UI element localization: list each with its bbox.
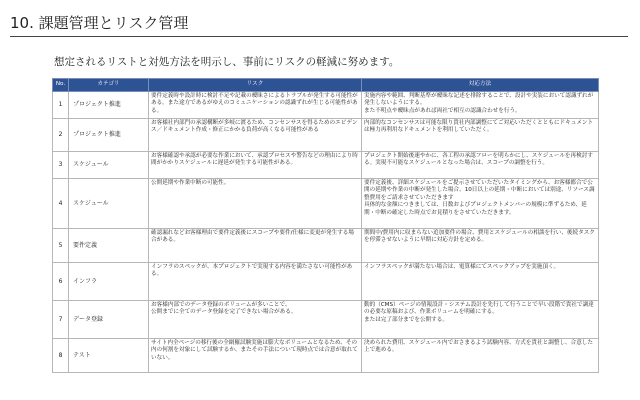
- page-subtitle: 想定されるリストと対処方法を明示し、事前にリスクの軽減に努めます。: [54, 56, 400, 68]
- table-row: [53, 92, 599, 119]
- row-response: プロジェクト開始後速やかに、各工程の承認フローを明らかにし、スケジュールを再検討する。実現不可能なスケジュールとなった場合は、スコープの調整を行う。: [362, 152, 599, 179]
- row-no: 1: [53, 92, 69, 119]
- row-response: 実施内容や範囲、判断基準が曖昧な記述を排除することで、設計や実装において認識ずれが発生しないようにする。 また不明点や曖昧点があれば両社で相互の認識合わせを行う。: [362, 92, 599, 119]
- page-title: 10. 課題管理とリスク管理: [10, 14, 189, 32]
- row-response: 期間中/費用内に収まらない追加要件の場合、費用とスケジュールの相談を行い、後続タスクを停滞させないように早期に対応方針を定める。: [362, 229, 599, 263]
- row-response: 内部的なコンセンサスは可能な限り貴社内部調整にてご対応いただくとともにドキュメントは極力再利用なドキュメントを利用していただく。: [362, 119, 599, 152]
- row-response: 要件定義後、詳細スケジュールをご提示させていただいたタイミングから、お客様都合で公開の延期や作業の中断が発生した場合、10日以上の延期・中断においては別途、リソース調整費用をご請求させていただきます 具体的な金額につきましては、日数およびプロジェクトメンバーの規模に準ずるため、延期・中断の確定した時点でお見積りをさせていただきます。: [362, 179, 599, 229]
- row-risk: 公開延期や作業中断の可能性。: [149, 179, 362, 229]
- col-header-risk: リスク: [149, 79, 362, 92]
- row-response: インフラスペックが満たない場合は、電算様にてスペックアップを実施頂く。: [362, 263, 599, 301]
- table-row: [53, 229, 599, 263]
- table-row: [53, 301, 599, 339]
- row-response: 決められた費用、スケジュール内でおさまるよう試験内容、方式を貴社と調整し、合意した上で進める。: [362, 339, 599, 373]
- row-category: スケジュール: [69, 152, 149, 179]
- row-category: プロジェクト推進: [69, 119, 149, 152]
- row-risk: お客様確認や承認が必要な作業において、承認プロセスや警告などの理由により時間がかかりスケジュールに遅延が発生する可能性がある。: [149, 152, 362, 179]
- row-no: 4: [53, 179, 69, 229]
- risk-table: [52, 78, 599, 373]
- table-row: [53, 152, 599, 179]
- table-row: [53, 263, 599, 301]
- row-category: プロジェクト推進: [69, 92, 149, 119]
- row-risk: インフラのスペックが、本プロジェクトで実現する内容を満たさない可能性がある。: [149, 263, 362, 301]
- row-risk: サイト内全ページの移行後の全網羅試験実施は膨大なボリュームとなるため、その内の何割を対象にして試験するか、またその手法について現時点では合意が取れていない。: [149, 339, 362, 373]
- row-no: 5: [53, 229, 69, 263]
- col-header-response: 対応方法: [362, 79, 599, 92]
- row-category: インフラ: [69, 263, 149, 301]
- row-risk: 確認漏れなどお客様理由で要件定義後にスコープや要件/仕様に変更が発生する場合がある。: [149, 229, 362, 263]
- table-header-row: [53, 79, 599, 92]
- table-row: [53, 339, 599, 373]
- row-risk: お客様内部でのデータ登録のボリュームが多いことで、 公開までに全てのデータ登録を完了できない場合がある。: [149, 301, 362, 339]
- row-risk: お客様社内部門の承認構断が多岐に渡るため、コンセンサスを得るためのエビデンス／ドキュメント作成・修正にかかる負荷が高くなる可能性がある: [149, 119, 362, 152]
- row-risk: 要件定義時や設計時に検討不足や記載の曖昧さによるトラブルが発生する可能性がある。また途方であるがゆえのコミュニケーションの認識ずれが生じる可能性がある。: [149, 92, 362, 119]
- row-response: 動的（CMS）ページの情報設計・システム設計を先行して行うことで早い段階で貴社で調達の必要な原稿および、作業ボリュームを明確にする。 または完了部分までを公開する。: [362, 301, 599, 339]
- table-row: [53, 179, 599, 229]
- row-no: 8: [53, 339, 69, 373]
- col-header-no: No.: [53, 79, 69, 92]
- row-category: データ登録: [69, 301, 149, 339]
- row-no: 2: [53, 119, 69, 152]
- col-header-category: カテゴリ: [69, 79, 149, 92]
- row-no: 3: [53, 152, 69, 179]
- row-category: 要件定義: [69, 229, 149, 263]
- table-row: [53, 119, 599, 152]
- title-divider: [10, 36, 628, 37]
- row-category: スケジュール: [69, 179, 149, 229]
- row-no: 6: [53, 263, 69, 301]
- row-category: テスト: [69, 339, 149, 373]
- row-no: 7: [53, 301, 69, 339]
